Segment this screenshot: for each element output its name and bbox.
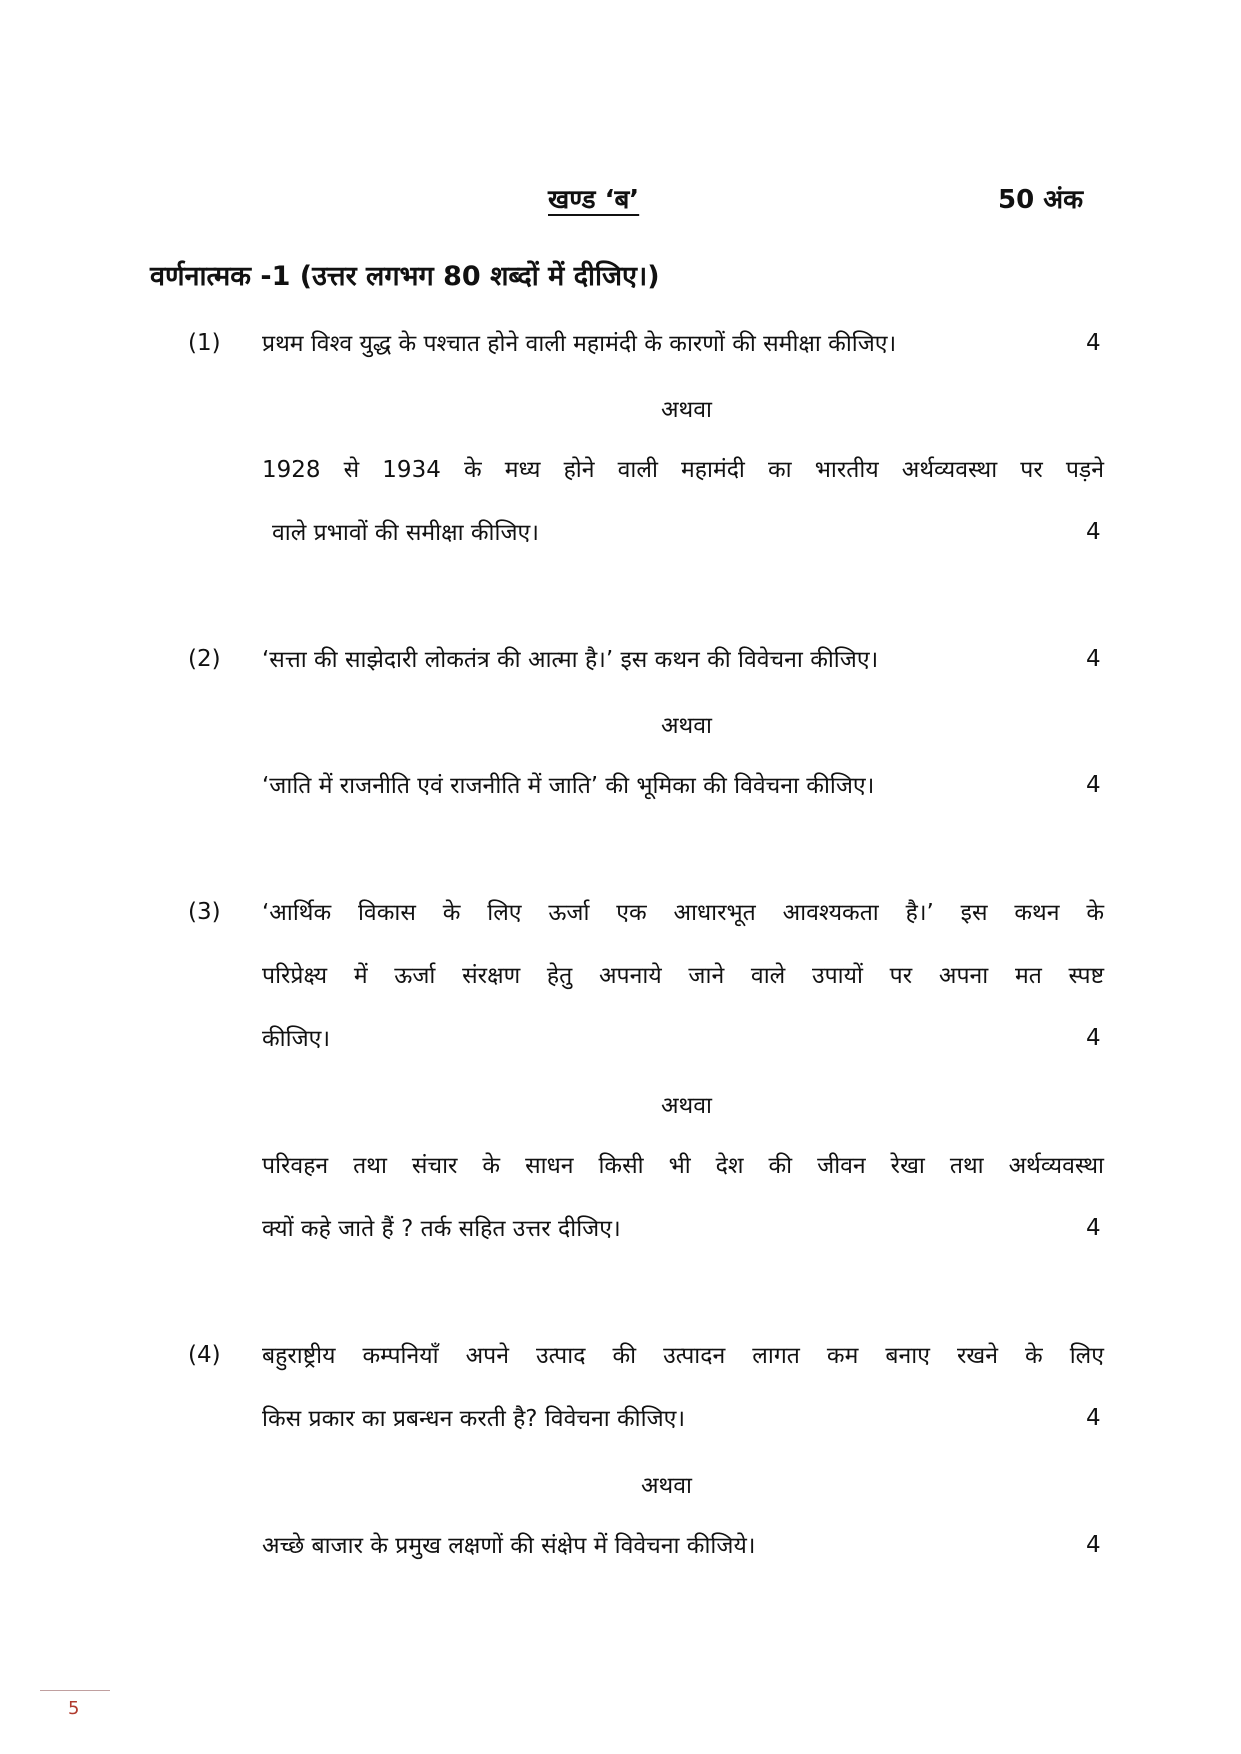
- question-text: बहुराष्ट्रीय कम्पनियाँ अपने उत्पाद की उत्पादन लागत कम बनाए रखने के लिए: [262, 1343, 1104, 1369]
- question-number: (1): [188, 330, 221, 356]
- or-label: अथवा: [660, 713, 712, 739]
- question-text: प्रथम विश्व युद्ध के पश्चात होने वाली महामंदी के कारणों की समीक्षा कीजिए।: [262, 331, 897, 357]
- instruction-heading: वर्णनात्मक -1 (उत्तर लगभग 80 शब्दों में दीजिए।): [150, 261, 660, 292]
- or-label: अथवा: [640, 1473, 692, 1499]
- section-marks: 50 अंक: [998, 185, 1084, 215]
- question-marks: 4: [1086, 1025, 1101, 1051]
- question-marks: 4: [1086, 1532, 1101, 1558]
- question-number: (4): [188, 1342, 221, 1368]
- question-marks: 4: [1086, 772, 1101, 798]
- question-number: (3): [188, 899, 221, 925]
- question-alt-text: ‘जाति में राजनीति एवं राजनीति में जाति’ की भूमिका की विवेचना कीजिए।: [262, 773, 875, 799]
- question-text: किस प्रकार का प्रबन्धन करती है? विवेचना कीजिए।: [262, 1406, 686, 1432]
- question-number: (2): [188, 646, 221, 672]
- question-alt-text: वाले प्रभावों की समीक्षा कीजिए।: [272, 520, 539, 546]
- question-marks: 4: [1086, 519, 1101, 545]
- question-alt-text: 1928 से 1934 के मध्य होने वाली महामंदी का भारतीय अर्थव्यवस्था पर पड़ने: [262, 457, 1104, 483]
- question-marks: 4: [1086, 1215, 1101, 1241]
- question-alt-text: परिवहन तथा संचार के साधन किसी भी देश की जीवन रेखा तथा अर्थव्यवस्था: [262, 1153, 1104, 1179]
- footer-divider: [40, 1690, 110, 1691]
- question-marks: 4: [1086, 1405, 1101, 1431]
- question-text: परिप्रेक्ष्य में ऊर्जा संरक्षण हेतु अपनाये जाने वाले उपायों पर अपना मत स्पष्ट: [262, 963, 1104, 989]
- section-title: खण्ड ‘ब’: [548, 185, 640, 215]
- question-marks: 4: [1086, 646, 1101, 672]
- question-text: कीजिए।: [262, 1026, 331, 1052]
- question-alt-text: अच्छे बाजार के प्रमुख लक्षणों की संक्षेप में विवेचना कीजिये।: [262, 1533, 756, 1559]
- or-label: अथवा: [660, 1093, 712, 1119]
- page-number: 5: [68, 1698, 80, 1719]
- question-marks: 4: [1086, 330, 1101, 356]
- or-label: अथवा: [660, 397, 712, 423]
- question-alt-text: क्यों कहे जाते हैं ? तर्क सहित उत्तर दीजिए।: [262, 1216, 621, 1242]
- question-text: ‘सत्ता की साझेदारी लोकतंत्र की आत्मा है।’ इस कथन की विवेचना कीजिए।: [262, 647, 879, 673]
- question-text: ‘आर्थिक विकास के लिए ऊर्जा एक आधारभूत आवश्यकता है।’ इस कथन के: [262, 900, 1104, 926]
